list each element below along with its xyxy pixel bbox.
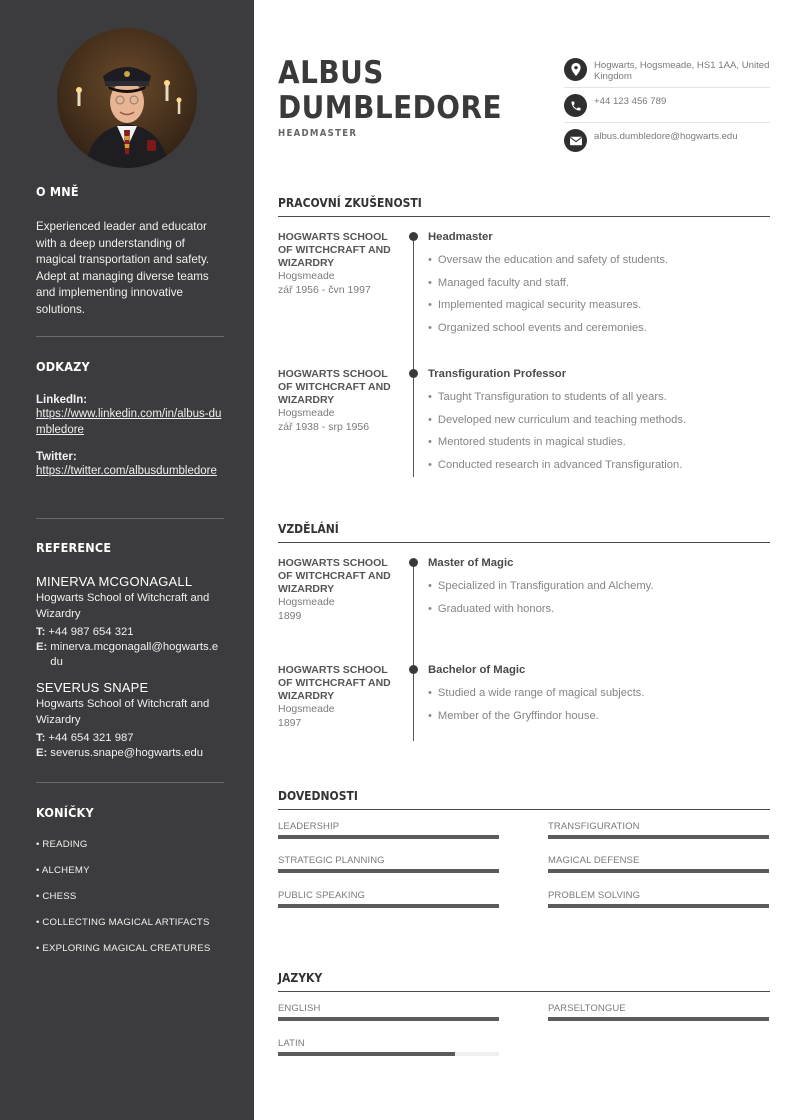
entry-date: zář 1938 - srp 1956 bbox=[278, 420, 370, 433]
entry-org: HOGWARTS SCHOOL OF WITCHCRAFT AND WIZARDRY bbox=[278, 557, 391, 595]
phone-value: +44 987 654 321 bbox=[48, 626, 134, 638]
contact-address bbox=[564, 58, 770, 88]
contact-phone bbox=[564, 94, 770, 123]
entry-bullet: • Mentored students in magical studies. bbox=[428, 431, 770, 454]
contact-list bbox=[564, 58, 770, 163]
about-text: Experienced leader and educator with a deep understanding of magical transportation and safety. Adept at managing diverse teams and implementing innovative solutions. bbox=[36, 220, 210, 316]
email-value: severus.snape@hogwarts.edu bbox=[50, 747, 204, 759]
skill-bar bbox=[278, 835, 499, 839]
entry-role: Transfiguration Professor bbox=[428, 368, 567, 380]
divider bbox=[36, 336, 224, 337]
contact-email bbox=[564, 129, 770, 157]
email-text[interactable]: albus.dumbledore@hogwarts.edu bbox=[594, 131, 738, 142]
profile-photo bbox=[57, 28, 197, 168]
reference-email bbox=[36, 746, 224, 761]
entry-bullet: • Studied a wide range of magical subjects. bbox=[428, 682, 770, 705]
languages-heading bbox=[278, 969, 770, 992]
entry-location: Hogsmeade bbox=[278, 407, 335, 419]
hobby-item: • COLLECTING MAGICAL ARTIFACTS bbox=[36, 917, 210, 928]
reference-org: Hogwarts School of Witchcraft and Wizardry bbox=[36, 698, 210, 726]
language-name: LATIN bbox=[278, 1038, 305, 1049]
location-pin-icon bbox=[564, 58, 587, 81]
entry-bullet: • Member of the Gryffindor house. bbox=[428, 705, 770, 728]
links-title: ODKAZY bbox=[36, 359, 90, 374]
skill-bar bbox=[548, 835, 769, 839]
email-label: E: bbox=[36, 641, 48, 653]
reference-name: MINERVA MCGONAGALL bbox=[36, 574, 193, 589]
link-label: LinkedIn: bbox=[36, 394, 88, 406]
email-value: minerva.mcgonagall@hogwarts.edu bbox=[50, 641, 219, 668]
entry-role: Bachelor of Magic bbox=[428, 664, 526, 676]
reference-item bbox=[36, 680, 224, 761]
skill-name: TRANSFIGURATION bbox=[548, 821, 640, 832]
hobbies-section bbox=[36, 805, 224, 969]
language-bar bbox=[278, 1052, 455, 1056]
entry-org: HOGWARTS SCHOOL OF WITCHCRAFT AND WIZARDRY bbox=[278, 231, 391, 269]
about-title: O MNĚ bbox=[36, 184, 79, 199]
link-label: Twitter: bbox=[36, 451, 77, 463]
hobby-item: • EXPLORING MAGICAL CREATURES bbox=[36, 943, 211, 954]
skill-bar bbox=[278, 904, 499, 908]
entry-role: Headmaster bbox=[428, 231, 493, 243]
entry-date: zář 1956 - čvn 1997 bbox=[278, 283, 371, 296]
experience-heading bbox=[278, 194, 770, 217]
language-item bbox=[548, 1003, 769, 1021]
timeline-dot bbox=[409, 558, 418, 567]
linkedin-link[interactable]: https://www.linkedin.com/in/albus-dumbledore bbox=[36, 408, 222, 436]
entry-bullet: • Taught Transfiguration to students of all years. bbox=[428, 386, 770, 409]
reference-phone bbox=[36, 731, 224, 746]
entry-bullet: • Developed new curriculum and teaching methods. bbox=[428, 409, 770, 432]
entry-role: Master of Magic bbox=[428, 557, 514, 569]
language-name: PARSELTONGUE bbox=[548, 1003, 626, 1014]
sidebar bbox=[0, 0, 254, 1120]
hobby-item: • CHESS bbox=[36, 891, 77, 902]
language-item bbox=[278, 1003, 499, 1021]
phone-icon bbox=[564, 94, 587, 117]
skill-bar bbox=[548, 869, 769, 873]
reference-phone bbox=[36, 625, 224, 640]
skill-name: PUBLIC SPEAKING bbox=[278, 890, 366, 901]
timeline-dot bbox=[409, 369, 418, 378]
link-item bbox=[36, 394, 224, 438]
name-block bbox=[278, 56, 502, 139]
education-title: VZDĚLÁNÍ bbox=[278, 522, 339, 536]
envelope-icon bbox=[564, 129, 587, 152]
entry-bullet: • Graduated with honors. bbox=[428, 598, 770, 621]
address-text: Hogwarts, Hogsmeade, HS1 1AA, United Kingdom bbox=[594, 60, 770, 82]
link-item bbox=[36, 451, 224, 480]
first-name: ALBUS bbox=[278, 55, 384, 91]
skill-item bbox=[278, 890, 499, 908]
job-title: HEADMASTER bbox=[278, 128, 358, 139]
divider bbox=[36, 782, 224, 783]
reference-org: Hogwarts School of Witchcraft and Wizardry bbox=[36, 592, 210, 620]
hobby-item: • ALCHEMY bbox=[36, 865, 90, 876]
languages-title: JAZYKY bbox=[278, 971, 323, 985]
language-item bbox=[278, 1038, 499, 1056]
language-bar bbox=[548, 1017, 769, 1021]
entry-bullet: • Managed faculty and staff. bbox=[428, 272, 770, 295]
skill-bar bbox=[548, 904, 769, 908]
timeline-dot bbox=[409, 665, 418, 674]
hobby-item: • READING bbox=[36, 839, 88, 850]
skills-heading bbox=[278, 787, 770, 810]
reference-item bbox=[36, 574, 224, 670]
entry-date: 1899 bbox=[278, 609, 302, 622]
skill-item bbox=[548, 890, 769, 908]
entry-org: HOGWARTS SCHOOL OF WITCHCRAFT AND WIZARDRY bbox=[278, 368, 391, 406]
references-section bbox=[36, 540, 224, 761]
reference-name: SEVERUS SNAPE bbox=[36, 680, 149, 695]
experience-title: PRACOVNÍ ZKUŠENOSTI bbox=[278, 196, 422, 210]
hobbies-title: KONÍČKY bbox=[36, 805, 94, 820]
links-section bbox=[36, 359, 224, 480]
twitter-link[interactable]: https://twitter.com/albusdumbledore bbox=[36, 465, 217, 477]
entry-date: 1897 bbox=[278, 716, 302, 729]
skill-item bbox=[548, 855, 769, 873]
education-entry bbox=[278, 664, 770, 744]
entry-location: Hogsmeade bbox=[278, 703, 335, 715]
entry-org: HOGWARTS SCHOOL OF WITCHCRAFT AND WIZARDRY bbox=[278, 664, 391, 702]
timeline-dot bbox=[409, 232, 418, 241]
skill-item bbox=[548, 821, 769, 839]
skill-item bbox=[278, 821, 499, 839]
skill-item bbox=[278, 855, 499, 873]
entry-bullet: • Organized school events and ceremonies. bbox=[428, 317, 770, 340]
education-heading bbox=[278, 520, 770, 543]
entry-location: Hogsmeade bbox=[278, 596, 335, 608]
entry-bullet: • Specialized in Transfiguration and Alchemy. bbox=[428, 575, 770, 598]
entry-location: Hogsmeade bbox=[278, 270, 335, 282]
email-label: E: bbox=[36, 747, 48, 759]
phone-label: T: bbox=[36, 732, 46, 744]
skill-bar bbox=[278, 869, 499, 873]
experience-entry bbox=[278, 368, 770, 478]
about-section bbox=[36, 184, 224, 318]
phone-label: T: bbox=[36, 626, 46, 638]
phone-text: +44 123 456 789 bbox=[594, 96, 667, 107]
language-bar bbox=[278, 1017, 499, 1021]
language-name: ENGLISH bbox=[278, 1003, 321, 1014]
divider bbox=[36, 518, 224, 519]
skill-name: MAGICAL DEFENSE bbox=[548, 855, 640, 866]
skill-name: STRATEGIC PLANNING bbox=[278, 855, 385, 866]
entry-bullet: • Oversaw the education and safety of students. bbox=[428, 249, 770, 272]
reference-email bbox=[36, 640, 224, 670]
last-name: DUMBLEDORE bbox=[278, 90, 503, 126]
skill-name: LEADERSHIP bbox=[278, 821, 340, 832]
skill-name: PROBLEM SOLVING bbox=[548, 890, 641, 901]
skills-title: DOVEDNOSTI bbox=[278, 789, 358, 803]
entry-bullet: • Conducted research in advanced Transfiguration. bbox=[428, 454, 770, 477]
phone-value: +44 654 321 987 bbox=[48, 732, 134, 744]
references-title: REFERENCE bbox=[36, 540, 112, 555]
entry-bullet: • Implemented magical security measures. bbox=[428, 294, 770, 317]
